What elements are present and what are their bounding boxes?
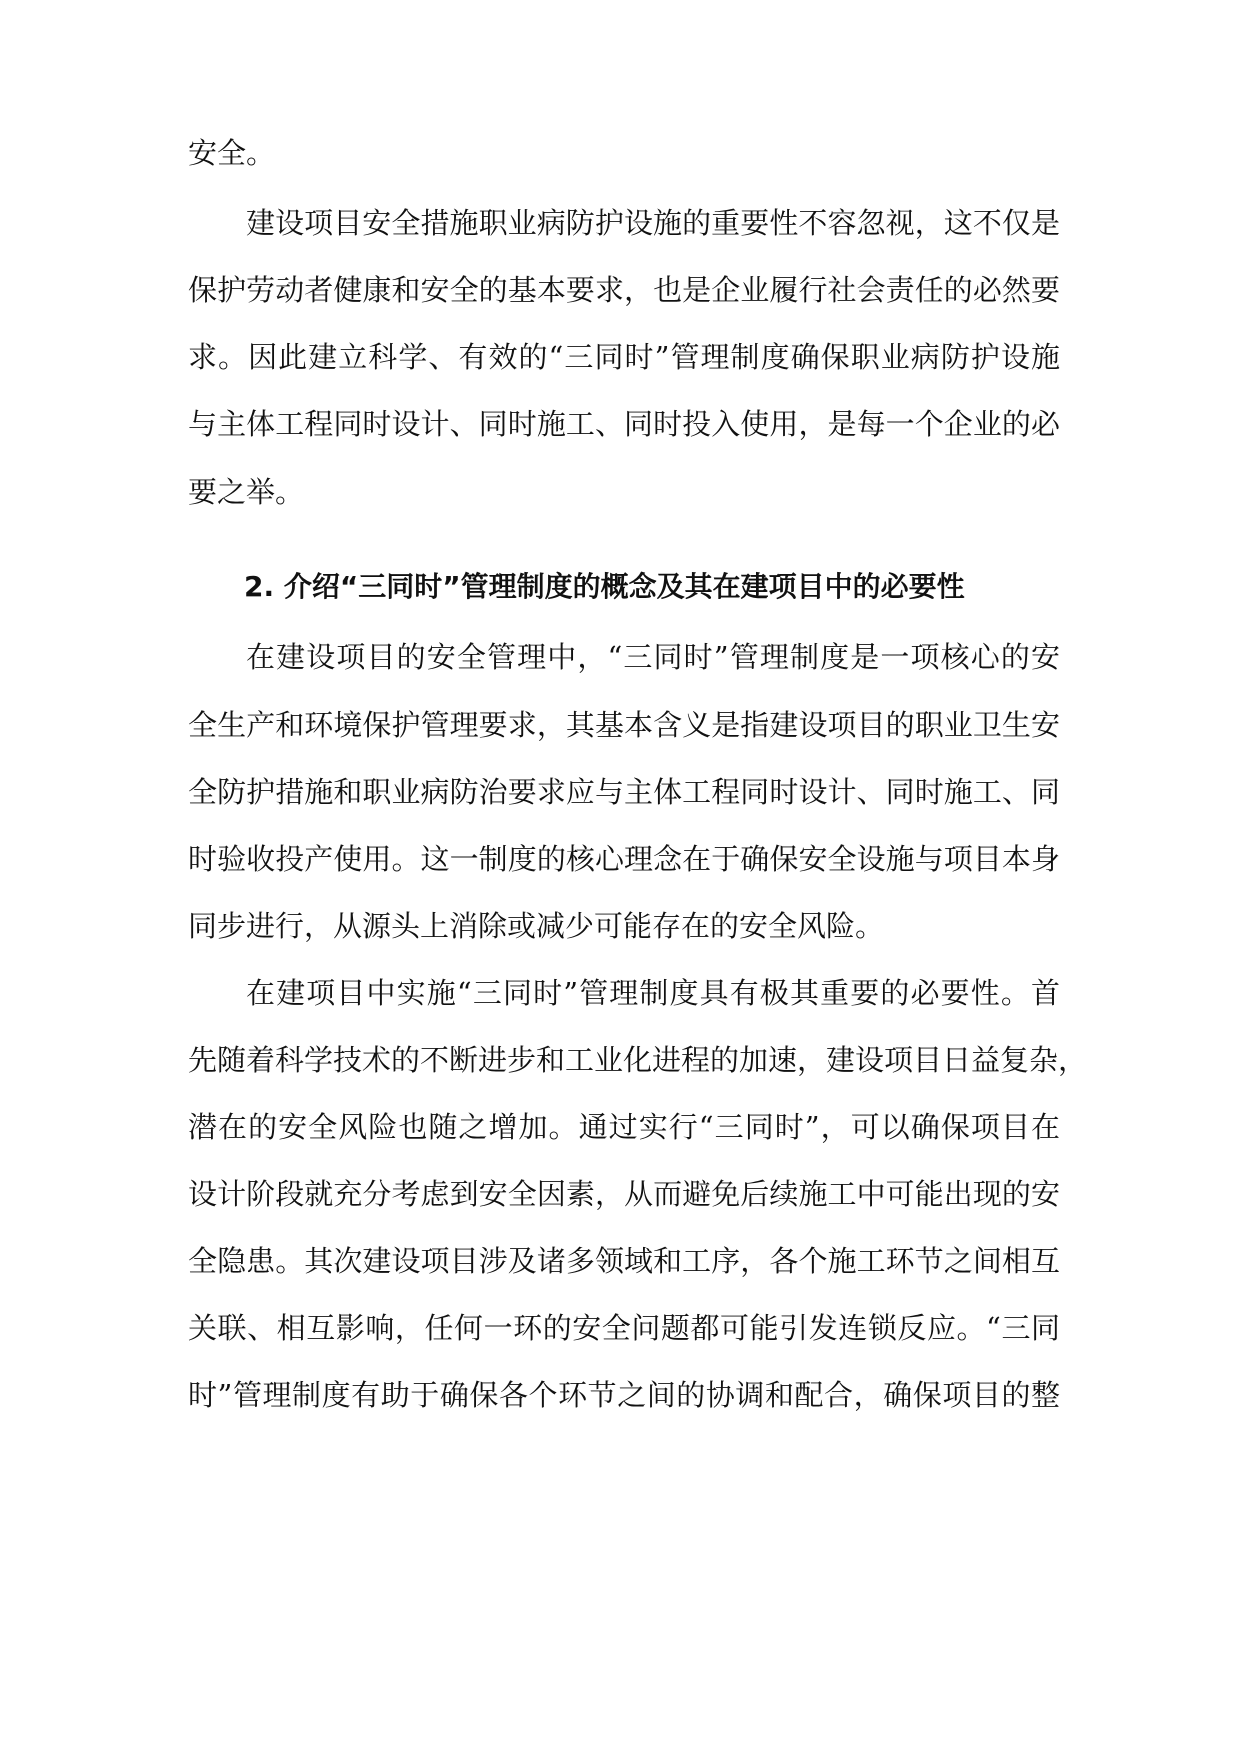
paragraph-line: 全生产和环境保护管理要求，其基本含义是指建设项目的职业卫生安: [188, 708, 1060, 742]
paragraph-line: 安全。: [188, 136, 276, 170]
paragraph-line: 保护劳动者健康和安全的基本要求，也是企业履行社会责任的必然要: [188, 273, 1060, 307]
paragraph-line: 在建设项目的安全管理中，“三同时”管理制度是一项核心的安: [246, 640, 1060, 674]
paragraph-line: 全防护措施和职业病防治要求应与主体工程同时设计、同时施工、同: [188, 775, 1060, 809]
paragraph-line: 在建项目中实施“三同时”管理制度具有极其重要的必要性。首: [246, 976, 1060, 1010]
paragraph-line: 先随着科学技术的不断进步和工业化进程的加速，建设项目日益复杂，: [188, 1043, 1088, 1077]
paragraph-line: 时”管理制度有助于确保各个环节之间的协调和配合，确保项目的整: [188, 1378, 1060, 1412]
paragraph-line: 设计阶段就充分考虑到安全因素，从而避免后续施工中可能出现的安: [188, 1177, 1060, 1211]
paragraph-line: 同步进行，从源头上消除或减少可能存在的安全风险。: [188, 909, 885, 943]
paragraph-line: 全隐患。其次建设项目涉及诸多领域和工序，各个施工环节之间相互: [188, 1244, 1060, 1278]
paragraph-line: 要之举。: [188, 475, 305, 509]
paragraph-line: 求。因此建立科学、有效的“三同时”管理制度确保职业病防护设施: [188, 340, 1060, 374]
section-heading: 2. 介绍“三同时”管理制度的概念及其在建项目中的必要性: [244, 570, 965, 603]
paragraph-line: 与主体工程同时设计、同时施工、同时投入使用，是每一个企业的必: [188, 407, 1060, 441]
paragraph-line: 关联、相互影响，任何一环的安全问题都可能引发连锁反应。“三同: [188, 1311, 1060, 1345]
paragraph-line: 建设项目安全措施职业病防护设施的重要性不容忽视，这不仅是: [246, 206, 1060, 240]
paragraph-line: 时验收投产使用。这一制度的核心理念在于确保安全设施与项目本身: [188, 842, 1060, 876]
paragraph-line: 潜在的安全风险也随之增加。通过实行“三同时”，可以确保项目在: [188, 1110, 1060, 1144]
